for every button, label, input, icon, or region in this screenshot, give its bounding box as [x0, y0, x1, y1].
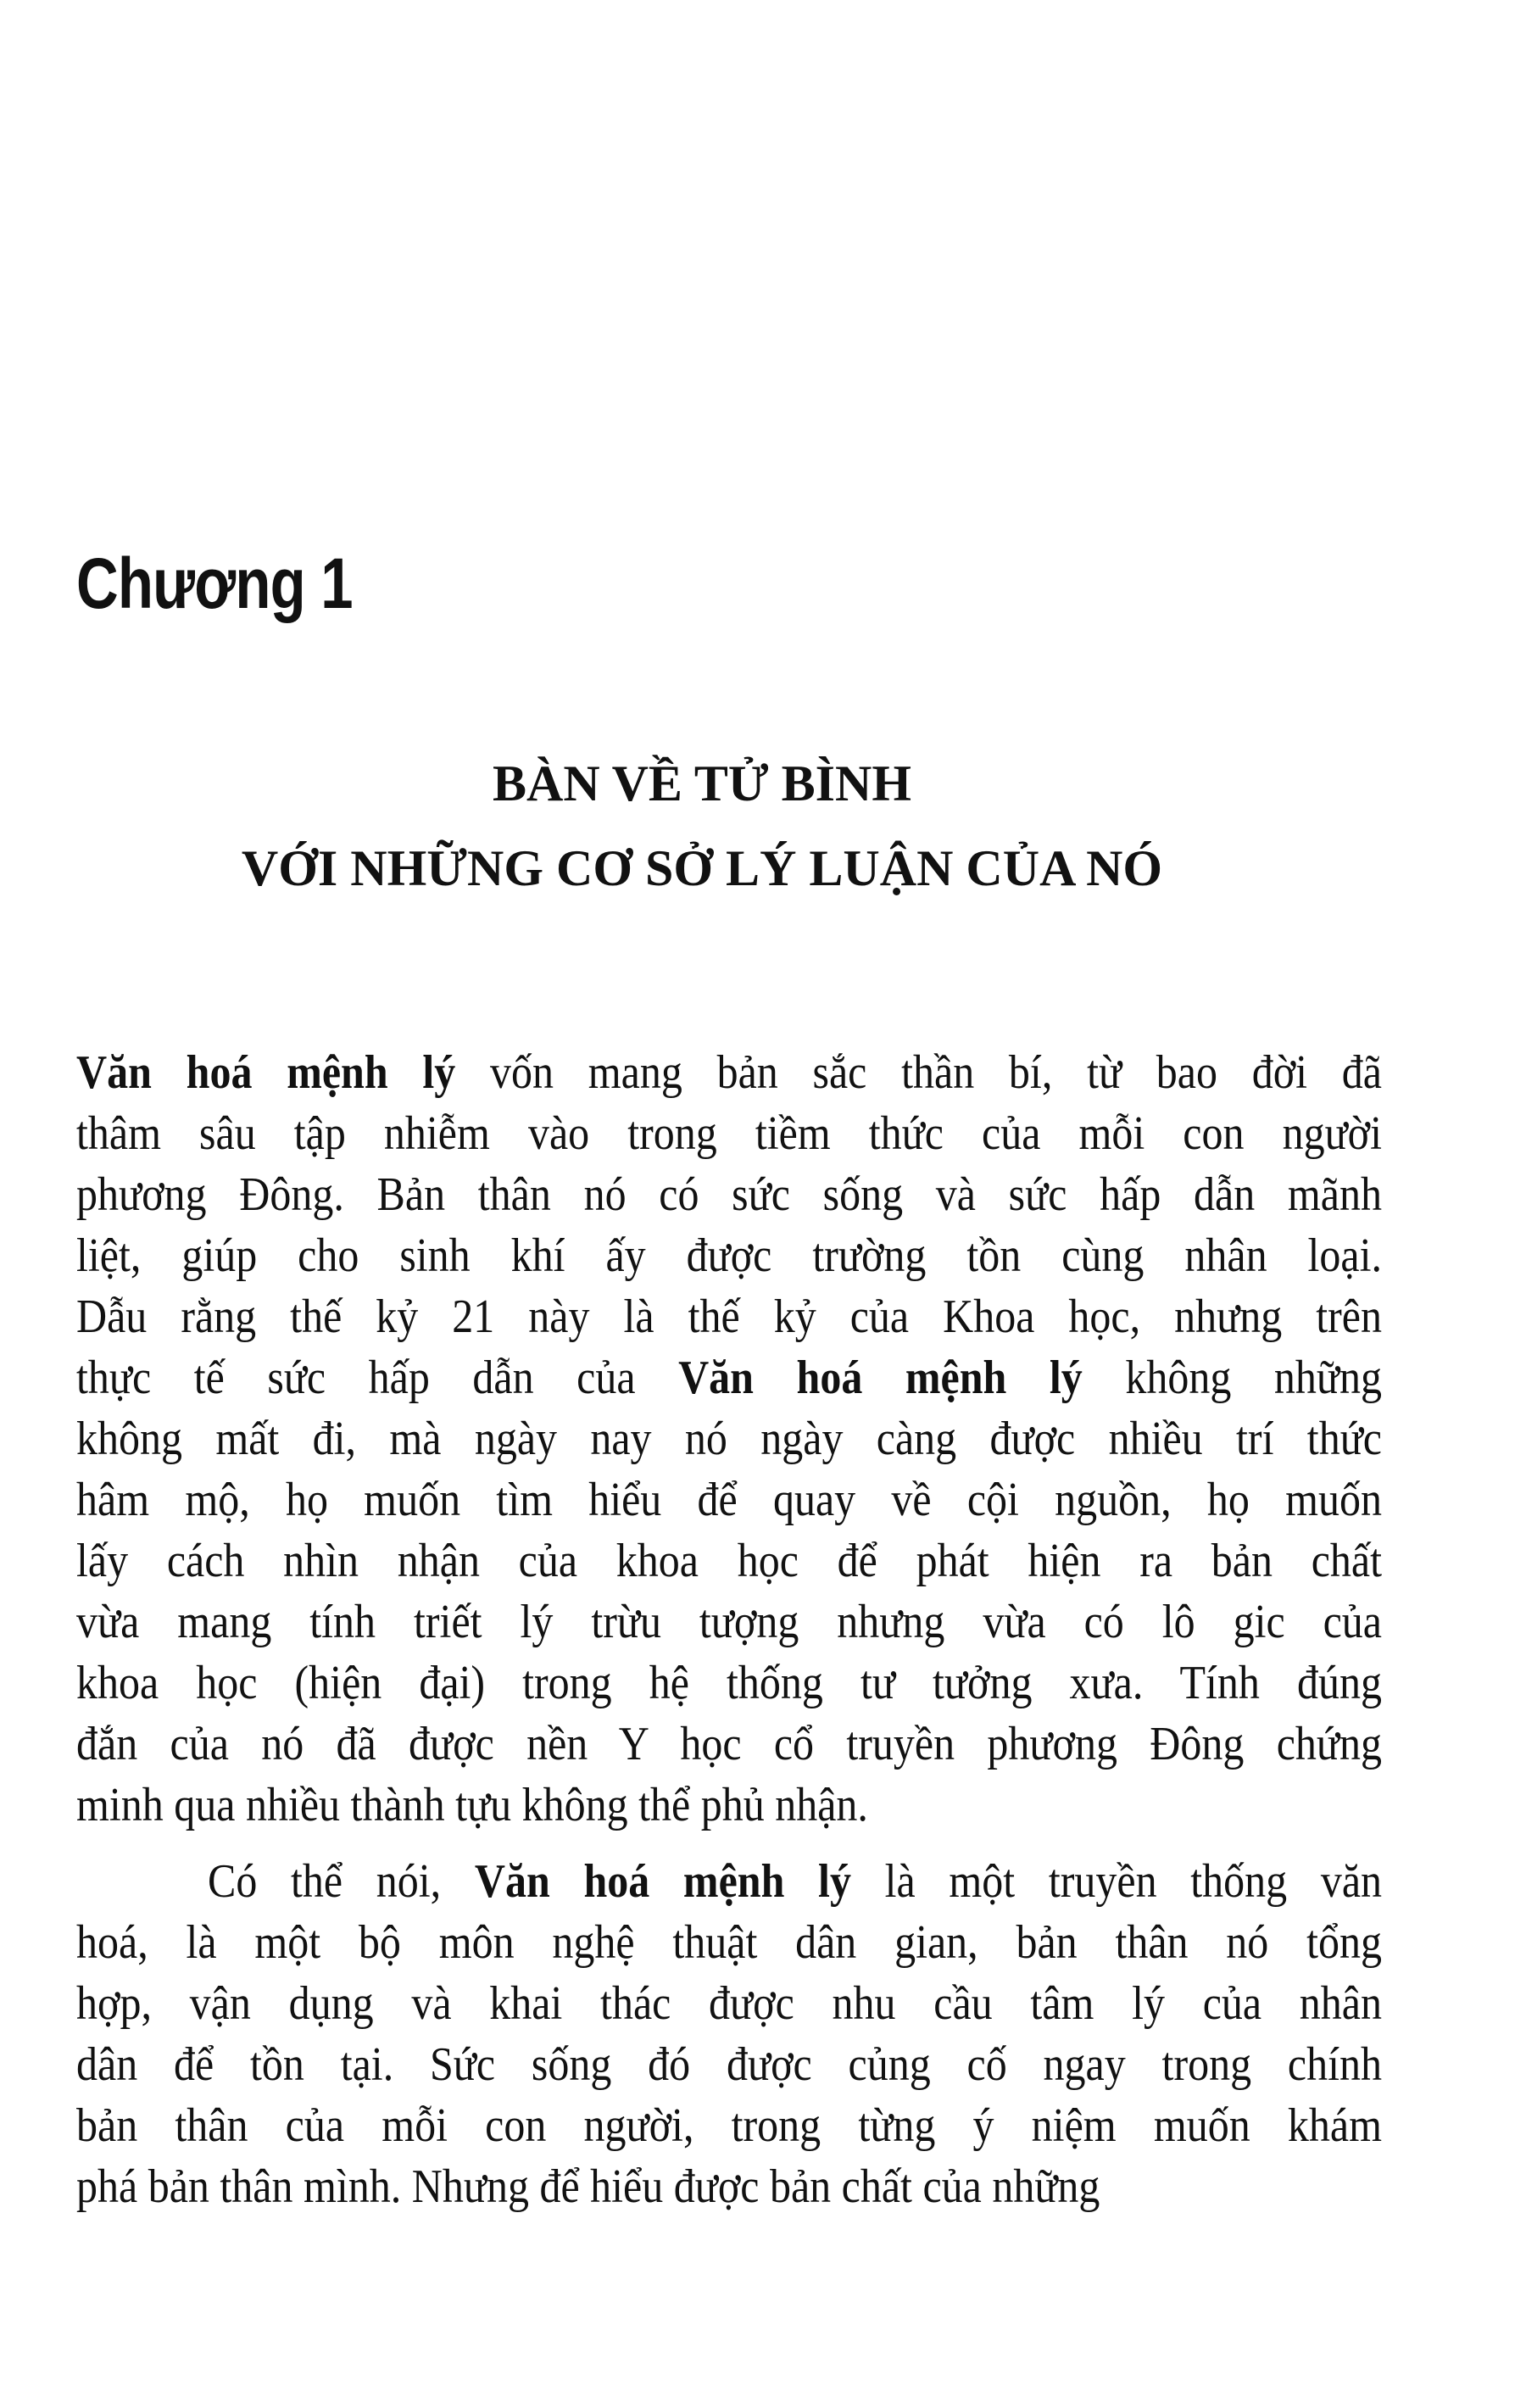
text-run: Có thể nói, [208, 1853, 475, 1908]
text-run: Dẫu rằng thế kỷ 21 này là thế kỷ của Khoa học, nhưng trên [76, 1289, 1382, 1343]
text-line [76, 1038, 1382, 1106]
bold-term: Văn hoá mệnh lý [76, 1045, 456, 1099]
text-run: liệt, giúp cho sinh khí ấy được trường tồn cùng nhân loại. [76, 1228, 1382, 1282]
text-line [76, 1847, 1382, 1915]
text-run: vốn mang bản sắc thần bí, từ bao đời đã [455, 1045, 1382, 1099]
text-run: không mất đi, mà ngày nay nó ngày càng được nhiều trí thức [76, 1411, 1382, 1465]
body-text [76, 1041, 1382, 2216]
text-run: đắn của nó đã được nền Y học cổ truyền phương Đông chứng [76, 1716, 1382, 1770]
paragraph [76, 1041, 1382, 1835]
text-line [76, 1770, 1382, 1839]
text-line [76, 1465, 1382, 1534]
text-line [76, 1648, 1382, 1717]
bold-term: Văn hoá mệnh lý [678, 1350, 1083, 1404]
text-line [76, 2030, 1382, 2099]
text-line [76, 1221, 1382, 1290]
text-line [76, 2152, 1382, 2221]
text-line [76, 1526, 1382, 1595]
text-run: hoá, là một bộ môn nghệ thuật dân gian, bản thân nó tổng [76, 1915, 1382, 1969]
text-run: là một truyền thống văn [850, 1853, 1383, 1908]
text-line [76, 1709, 1382, 1778]
bold-term: Văn hoá mệnh lý [474, 1853, 851, 1908]
text-run: khoa học (hiện đại) trong hệ thống tư tưởng xưa. Tính đúng [76, 1655, 1382, 1709]
text-line [76, 1587, 1382, 1656]
text-run: minh qua nhiều thành tựu không thể phủ nhận. [76, 1777, 868, 1831]
text-line [76, 1969, 1382, 2037]
text-run: vừa mang tính triết lý trừu tượng nhưng vừa có lô gic của [76, 1594, 1382, 1648]
text-line [76, 1343, 1382, 1412]
text-run: không những [1082, 1350, 1382, 1404]
text-run: phương Đông. Bản thân nó có sức sống và sức hấp dẫn mãnh [76, 1167, 1382, 1221]
text-run: lấy cách nhìn nhận của khoa học để phát hiện ra bản chất [76, 1533, 1382, 1587]
text-run: hâm mộ, họ muốn tìm hiểu để quay về cội nguồn, họ muốn [76, 1472, 1382, 1526]
chapter-heading: Chương 1 [76, 543, 353, 623]
text-line [76, 1404, 1382, 1473]
text-line [76, 1099, 1382, 1168]
text-run: hợp, vận dụng và khai thác được nhu cầu tâm lý của nhân [76, 1976, 1382, 2030]
text-run: dân để tồn tại. Sức sống đó được củng cố ngay trong chính [76, 2037, 1382, 2091]
text-line [76, 1908, 1382, 1976]
text-run: bản thân của mỗi con người, trong từng ý niệm muốn khám [76, 2098, 1382, 2152]
text-line [76, 1160, 1382, 1229]
text-run: thực tế sức hấp dẫn của [76, 1350, 679, 1404]
text-line [76, 2091, 1382, 2160]
text-line [76, 1282, 1382, 1351]
paragraph [76, 1850, 1382, 2216]
chapter-title-line-1: BÀN VỀ TỬ BÌNH [492, 755, 911, 811]
text-run: thâm sâu tập nhiễm vào trong tiềm thức của mỗi con người [76, 1106, 1382, 1160]
chapter-title-line-2: VỚI NHỮNG CƠ SỞ LÝ LUẬN CỦA NÓ [241, 840, 1163, 896]
text-run: phá bản thân mình. Nhưng để hiểu được bản chất của những [76, 2159, 1100, 2213]
